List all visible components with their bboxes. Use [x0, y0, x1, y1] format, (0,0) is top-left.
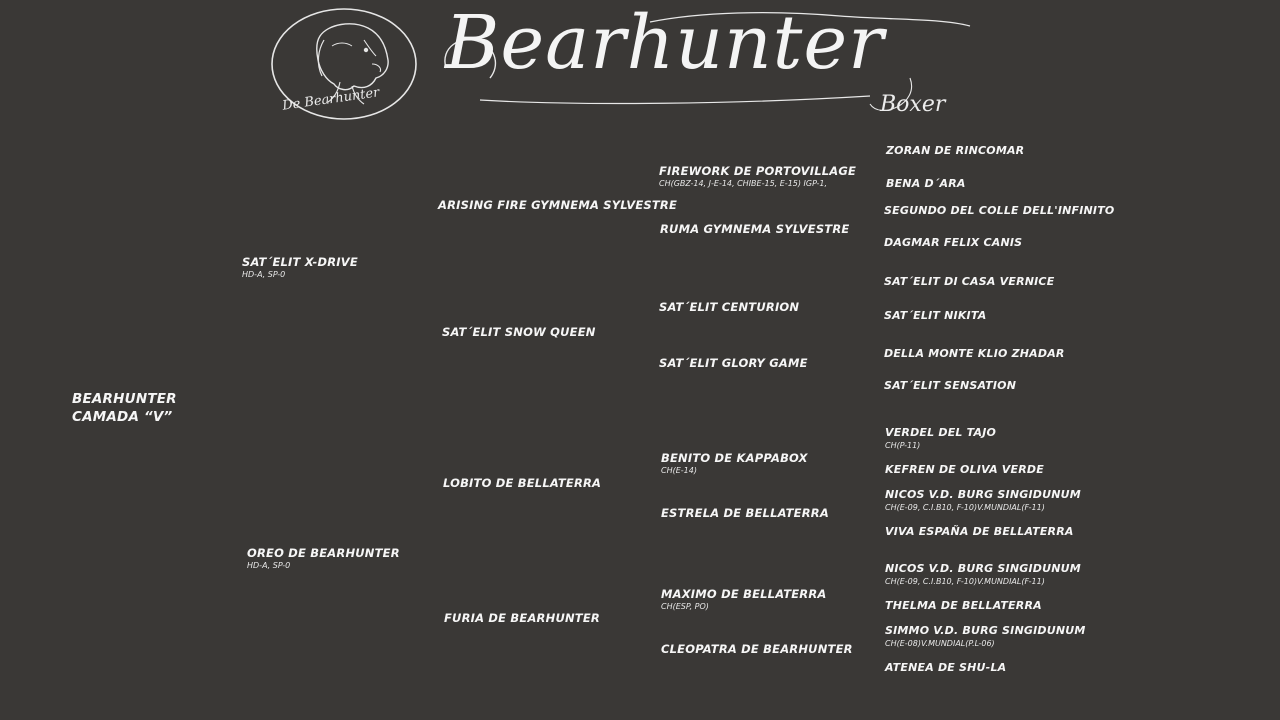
gen3-ancestor-3 — [659, 300, 799, 314]
sire-titles: HD-A, SP-0 — [242, 270, 286, 279]
ancestor-name: THELMA DE BELLATERRA — [885, 599, 1042, 612]
ancestor-name: ZORAN DE RINCOMAR — [886, 144, 1025, 157]
gen3-ancestor-1 — [659, 164, 856, 189]
gen3-ancestor-4 — [659, 356, 808, 370]
emblem-text: De Bearhunter — [281, 85, 381, 114]
gen2-dam-dam — [444, 611, 600, 625]
gen4-ancestor-15 — [885, 624, 1086, 649]
gen3-ancestor-7 — [661, 587, 827, 612]
gen4-ancestor-6 — [884, 309, 986, 323]
boxer-dog-head-icon — [268, 6, 420, 124]
dam-name: OREO DE BEARHUNTER — [247, 546, 400, 560]
ancestor-titles: CH(GBZ-14, J-E-14, CHIBE-15, E-15) IGP-1, — [659, 179, 828, 188]
gen4-ancestor-3 — [884, 204, 1114, 218]
dam — [247, 546, 400, 571]
ancestor-name: BENITO DE KAPPABOX — [661, 451, 808, 465]
ancestor-name: NICOS V.D. BURG SINGIDUNUM — [885, 562, 1081, 575]
ancestor-name: ARISING FIRE GYMNEMA SYLVESTRE — [438, 198, 678, 212]
gen4-ancestor-13 — [885, 562, 1081, 587]
ancestor-name: SAT´ELIT DI CASA VERNICE — [884, 275, 1055, 288]
ancestor-name: CLEOPATRA DE BEARHUNTER — [661, 642, 853, 656]
ancestor-name: NICOS V.D. BURG SINGIDUNUM — [885, 488, 1081, 501]
ancestor-name: RUMA GYMNEMA SYLVESTRE — [660, 222, 850, 236]
ancestor-titles: CH(E-14) — [661, 466, 697, 475]
sire — [242, 255, 358, 280]
gen3-ancestor-5 — [661, 451, 808, 476]
gen2-sire-dam — [442, 325, 596, 339]
ancestor-name: DAGMAR FELIX CANIS — [884, 236, 1023, 249]
ancestor-name: ATENEA DE SHU-LA — [885, 661, 1007, 674]
ancestor-name: SEGUNDO DEL COLLE DELL'INFINITO — [884, 204, 1115, 217]
ancestor-name: FIREWORK DE PORTOVILLAGE — [659, 164, 857, 178]
gen4-ancestor-9 — [885, 426, 996, 451]
ancestor-name: SAT´ELIT SENSATION — [884, 379, 1017, 392]
ancestor-titles: CH(ESP, PO) — [661, 602, 709, 611]
sire-name: SAT´ELIT X-DRIVE — [242, 255, 358, 269]
gen4-ancestor-2 — [886, 177, 966, 191]
gen4-ancestor-5 — [884, 275, 1054, 289]
ancestor-name: SIMMO V.D. BURG SINGIDUNUM — [885, 624, 1086, 637]
gen3-ancestor-6 — [661, 506, 829, 520]
gen4-ancestor-7 — [884, 347, 1065, 361]
ancestor-name: FURIA DE BEARHUNTER — [444, 611, 600, 625]
ancestor-titles: CH(E-08)V.MUNDIAL(P.L-06) — [885, 639, 995, 648]
gen4-ancestor-12 — [885, 525, 1074, 539]
ancestor-titles: CH(E-09, C.I.B10, F-10)V.MUNDIAL(F-11) — [885, 577, 1045, 586]
pedigree-root — [72, 390, 177, 426]
ancestor-name: DELLA MONTE KLIO ZHADAR — [884, 347, 1065, 360]
ancestor-name: MAXIMO DE BELLATERRA — [661, 587, 827, 601]
ancestor-name: KEFREN DE OLIVA VERDE — [885, 463, 1044, 476]
gen4-ancestor-11 — [885, 488, 1081, 513]
ancestor-name: SAT´ELIT NIKITA — [884, 309, 987, 322]
dam-titles: HD-A, SP-0 — [247, 561, 291, 570]
gen4-ancestor-8 — [884, 379, 1016, 393]
gen2-dam-sire — [443, 476, 601, 490]
gen4-ancestor-16 — [885, 661, 1006, 675]
ancestor-titles: CH(E-09, C.I.B10, F-10)V.MUNDIAL(F-11) — [885, 503, 1045, 512]
ancestor-name: BENA D´ARA — [886, 177, 966, 190]
ancestor-name: ESTRELA DE BELLATERRA — [661, 506, 829, 520]
root-name-line2: CAMADA “V” — [72, 409, 173, 425]
brand-title: Bearhunter — [445, 0, 885, 86]
breed-subtitle: Boxer — [880, 92, 946, 117]
gen4-ancestor-1 — [886, 144, 1024, 158]
gen3-ancestor-2 — [660, 222, 849, 236]
header-logo — [0, 0, 1280, 130]
gen4-ancestor-14 — [885, 599, 1042, 613]
gen3-ancestor-8 — [661, 642, 853, 656]
ancestor-name: SAT´ELIT GLORY GAME — [659, 356, 808, 370]
gen4-ancestor-4 — [884, 236, 1022, 250]
ancestor-name: LOBITO DE BELLATERRA — [443, 476, 602, 490]
ancestor-name: VERDEL DEL TAJO — [885, 426, 997, 439]
ancestor-name: SAT´ELIT CENTURION — [659, 300, 800, 314]
ancestor-name: VIVA ESPAÑA DE BELLATERRA — [885, 525, 1074, 538]
ancestor-name: SAT´ELIT SNOW QUEEN — [442, 325, 596, 339]
root-name-line1: BEARHUNTER — [72, 391, 177, 407]
gen4-ancestor-10 — [885, 463, 1044, 477]
gen2-sire-sire — [438, 198, 677, 212]
ancestor-titles: CH(P-11) — [885, 441, 921, 450]
